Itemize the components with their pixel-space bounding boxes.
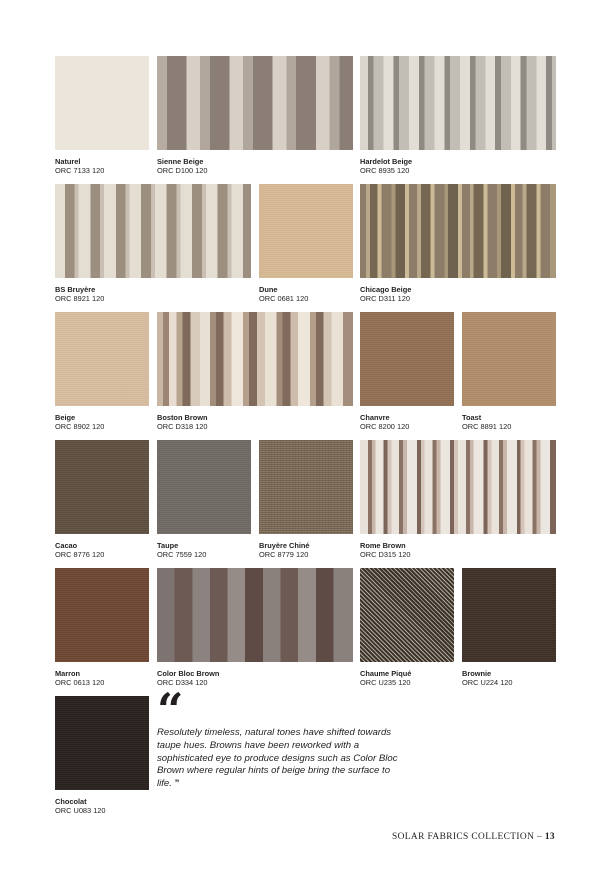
collection-title: SOLAR FABRICS COLLECTION –: [392, 832, 543, 842]
swatch-label-naturel: [55, 157, 155, 175]
swatch-name: BS Bruyère: [55, 285, 96, 294]
swatch-toast: [462, 312, 556, 406]
swatch-code: ORC U224 120: [462, 678, 513, 687]
swatch-rome-brown: [360, 440, 556, 534]
swatch-code: ORC D334 120: [157, 678, 208, 687]
swatch-label-taupe: [157, 541, 257, 559]
swatch-chicago-beige: [360, 184, 556, 278]
swatch-chaume-pique: [360, 568, 454, 662]
swatch-label-brownie: [462, 669, 562, 687]
swatch-label-marron: [55, 669, 155, 687]
swatch-label-bruyere-chine: [259, 541, 359, 559]
swatch-code: ORC 8891 120: [462, 422, 512, 431]
swatch-code: ORC U235 120: [360, 678, 411, 687]
swatch-name: Chaume Piqué: [360, 669, 412, 678]
swatch-code: ORC 7133 120: [55, 166, 105, 175]
swatch-dune: [259, 184, 353, 278]
swatch-code: ORC 8779 120: [259, 550, 309, 559]
swatch-code: ORC U083 120: [55, 806, 106, 815]
swatch-name: Bruyère Chiné: [259, 541, 310, 550]
swatch-label-chanvre: [360, 413, 460, 431]
page-number: 13: [544, 832, 556, 842]
swatch-code: ORC 0613 120: [55, 678, 105, 687]
swatch-chocolat: [55, 696, 149, 790]
swatch-label-chocolat: [55, 797, 155, 815]
swatch-name: Rome Brown: [360, 541, 406, 550]
swatch-brownie: [462, 568, 556, 662]
swatch-name: Chicago Beige: [360, 285, 412, 294]
swatch-name: Chanvre: [360, 413, 390, 422]
swatch-label-sienne-beige: [157, 157, 257, 175]
swatch-code: ORC D311 120: [360, 294, 410, 303]
swatch-code: ORC D315 120: [360, 550, 411, 559]
swatch-code: ORC 8935 120: [360, 166, 410, 175]
swatch-code: ORC 7559 120: [157, 550, 207, 559]
page-footer: [392, 832, 555, 842]
swatch-marron: [55, 568, 149, 662]
swatch-label-chicago-beige: [360, 285, 460, 303]
swatch-taupe: [157, 440, 251, 534]
swatch-name: Boston Brown: [157, 413, 208, 422]
swatch-code: ORC 8200 120: [360, 422, 410, 431]
swatch-code: ORC 8902 120: [55, 422, 105, 431]
swatch-boston-brown: [157, 312, 353, 406]
swatch-bruyere-chine: [259, 440, 353, 534]
swatch-name: Toast: [462, 413, 482, 422]
quote-close-mark: ”: [174, 778, 180, 790]
swatch-name: Dune: [259, 285, 278, 294]
swatch-code: ORC D100 120: [157, 166, 208, 175]
swatch-beige: [55, 312, 149, 406]
swatch-hardelot-beige: [360, 56, 556, 150]
swatch-name: Sienne Beige: [157, 157, 204, 166]
swatch-label-bs-bruyere: [55, 285, 155, 303]
swatch-name: Brownie: [462, 669, 492, 678]
swatch-name: Chocolat: [55, 797, 87, 806]
swatch-label-chaume-pique: [360, 669, 460, 687]
swatch-label-beige: [55, 413, 155, 431]
quote-open-mark: “: [157, 683, 184, 737]
swatch-sienne-beige: [157, 56, 353, 150]
swatch-label-rome-brown: [360, 541, 460, 559]
quote-block: [157, 727, 405, 791]
swatch-label-boston-brown: [157, 413, 257, 431]
swatch-name: Naturel: [55, 157, 81, 166]
swatch-label-cacao: [55, 541, 155, 559]
swatch-name: Cacao: [55, 541, 78, 550]
swatch-bs-bruyere: [55, 184, 251, 278]
swatch-name: Hardelot Beige: [360, 157, 413, 166]
swatch-cacao: [55, 440, 149, 534]
quote-text: Resolutely timeless, natural tones have shifted towards taupe hues. Browns have been reworked with a sophisticated eye to produce designs such as Color Bloc Brown where regular hints of beige bring the surface to life.: [157, 727, 398, 790]
swatch-naturel: [55, 56, 149, 150]
swatch-name: Taupe: [157, 541, 179, 550]
swatch-label-dune: [259, 285, 359, 303]
swatch-code: ORC D318 120: [157, 422, 208, 431]
swatch-color-bloc-brown: [157, 568, 353, 662]
swatch-chanvre: [360, 312, 454, 406]
swatch-name: Color Bloc Brown: [157, 669, 220, 678]
swatch-label-hardelot-beige: [360, 157, 460, 175]
swatch-code: ORC 0681 120: [259, 294, 309, 303]
swatch-code: ORC 8776 120: [55, 550, 105, 559]
swatch-label-toast: [462, 413, 562, 431]
swatch-name: Beige: [55, 413, 76, 422]
swatch-code: ORC 8921 120: [55, 294, 105, 303]
swatch-name: Marron: [55, 669, 81, 678]
